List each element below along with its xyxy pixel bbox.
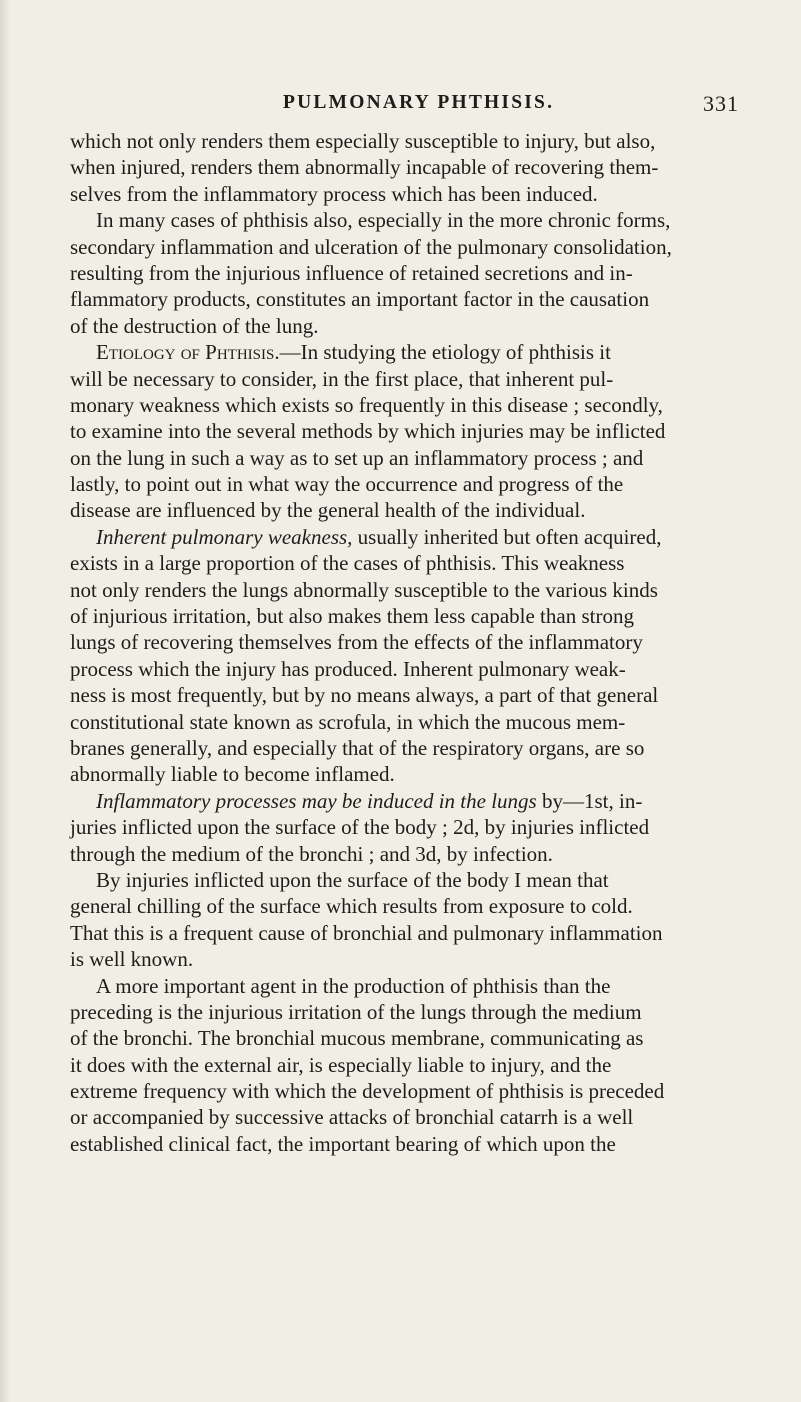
text-line: lungs of recovering themselves from the effects of the inflammatory [70,630,643,655]
text-line: That this is a frequent cause of bronchial and pulmonary inflammation [70,920,663,945]
text-line: flammatory products, constitutes an important factor in the causation [70,287,650,312]
page-edge-shadow [0,0,10,1402]
etiology-line-text: —In studying the etiology of phthisis it [279,340,611,365]
text-line: not only renders the lungs abnormally susceptible to the various kinds [70,577,658,602]
page-number: 331 [703,91,739,116]
text-line: secondary inflammation and ulceration of the pulmonary consolidation, [70,234,672,259]
inherent-line-text: usually inherited but often acquired, [352,524,662,549]
text-line: through the medium of the bronchi ; and 3d, by infection. [70,841,553,866]
text-line: or accompanied by successive attacks of bronchial catarrh is a well [70,1105,634,1130]
inflammatory-line-text: by—1st, in- [536,788,643,813]
text-line: constitutional state known as scrofula, in which the mucous mem- [70,709,626,734]
body-text [70,128,738,1157]
text-line: which not only renders them especially susceptible to injury, but also, [70,129,656,153]
text-line: of the destruction of the lung. [70,313,319,338]
text-line: of the bronchi. The bronchial mucous membrane, communicating as [70,1026,644,1051]
text-line: it does with the external air, is especially liable to injury, and the [70,1052,612,1077]
text-line: is well known. [70,947,194,972]
text-line: established clinical fact, the important bearing of which upon the [70,1131,616,1156]
section-heading-etiology: Etiology of Phthisis. [96,340,280,365]
text-line: juries inflicted upon the surface of the body ; 2d, by injuries inflicted [70,815,650,840]
text-line: general chilling of the surface which results from exposure to cold. [70,894,633,919]
italic-heading-inherent: Inherent pulmonary weakness, [96,524,353,549]
text-line: lastly, to point out in what way the occurrence and progress of the [70,472,624,497]
text-line: monary weakness which exists so frequently in this disease ; secondly, [70,392,663,417]
text-line: ness is most frequently, but by no means always, a part of that general [70,683,659,708]
text-line: of injurious irritation, but also makes them less capable than strong [70,604,634,629]
text-line: branes generally, and especially that of the respiratory organs, are so [70,735,645,760]
text-line-etiology [70,339,738,365]
italic-heading-inflammatory: Inflammatory processes may be induced in the lungs [96,788,537,813]
text-line: to examine into the several methods by which injuries may be inflicted [70,419,666,444]
text-line: abnormally liable to become inflamed. [70,762,395,787]
running-header [0,92,801,122]
text-line: selves from the inflammatory process which has been induced. [70,181,598,206]
text-line: disease are influenced by the general health of the individual. [70,498,586,523]
text-line: when injured, renders them abnormally incapable of recovering them- [70,155,659,180]
text-line: process which the injury has produced. Inherent pulmonary weak- [70,656,626,681]
text-line: By injuries inflicted upon the surface of the body I mean that [96,867,609,892]
text-line: preceding is the injurious irritation of the lungs through the medium [70,999,642,1024]
text-line: will be necessary to consider, in the first place, that inherent pul- [70,366,614,391]
text-line: In many cases of phthisis also, especially in the more chronic forms, [96,208,671,233]
text-line: A more important agent in the production of phthisis than the [96,973,611,998]
text-line: resulting from the injurious influence of retained secretions and in- [70,260,633,285]
text-line: exists in a large proportion of the cases of phthisis. This weakness [70,551,625,576]
running-title: PULMONARY PHTHISIS. [283,92,555,113]
text-line-inflammatory [70,788,738,814]
text-line: extreme frequency with which the development of phthisis is preceded [70,1079,665,1104]
text-line: on the lung in such a way as to set up an inflammatory process ; and [70,445,644,470]
text-line-inherent [70,524,738,550]
